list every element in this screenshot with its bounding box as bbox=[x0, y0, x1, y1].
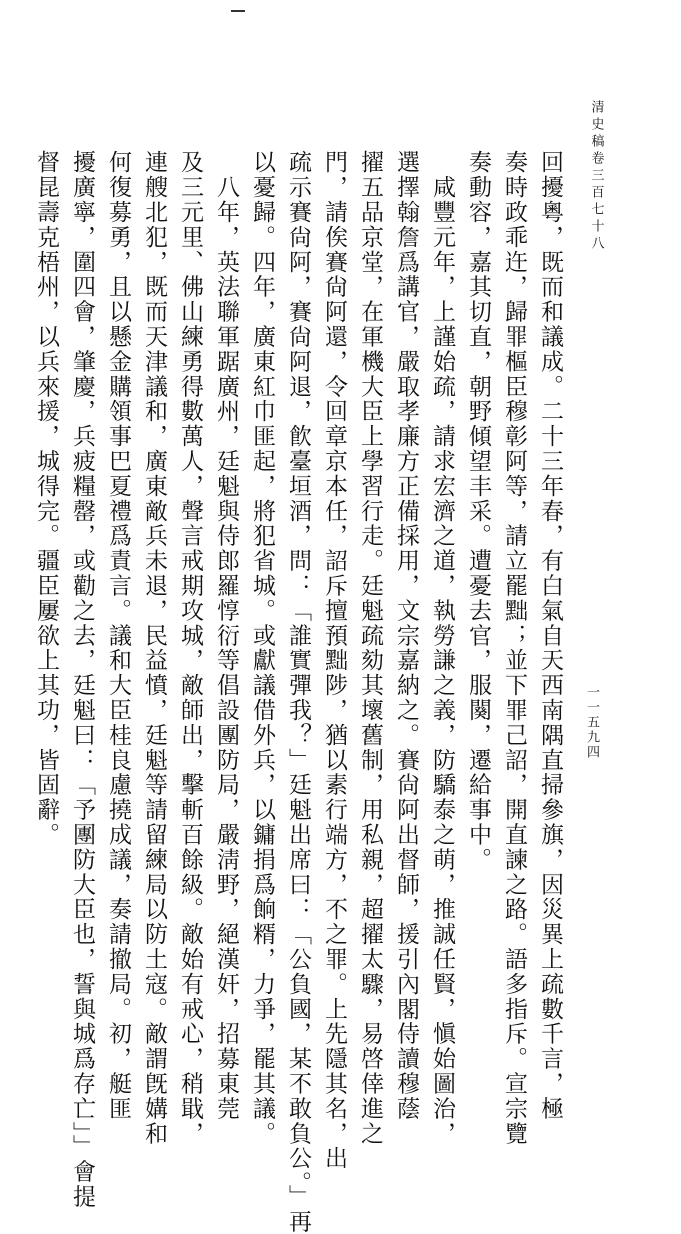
text-column: 擢五品京堂，在軍機大臣上學習行走。廷魁疏劾其壞舊制，用私親，超擢太驟，易啓倖進之 bbox=[357, 150, 383, 1146]
text-column: 連艘北犯，既而天津議和，廣東敵兵未退，民益憤，廷魁等請留練局以防土寇。敵謂旣媾和 bbox=[141, 150, 167, 1146]
text-column: 選擇翰詹爲講官，嚴取孝廉方正備採用，文宗嘉納之。賽尙阿出督師，援引內閣侍讀穆蔭 bbox=[393, 150, 419, 1122]
text-column: 擾廣寧，圍四會，肇慶，兵疲糧罄，或勸之去，廷魁曰：「予團防大臣也，誓與城爲存亡」」會提 bbox=[69, 150, 95, 1210]
text-column: 及三元里、佛山練勇得數萬人，聲言戒期攻城，敵師出，擊斬百餘級。敵始有戒心，稍戢， bbox=[177, 150, 203, 1146]
text-column: 八年，英法聯軍踞廣州，廷魁與侍郎羅惇衍等倡設團防局，嚴淸野，絕漢奸，招募東莞 bbox=[213, 150, 239, 1122]
text-column: 督昆壽克梧州，以兵來援，城得完。疆臣屢欲上其功，皆固辭。 bbox=[33, 150, 59, 848]
text-column: 疏示賽尙阿，賽尙阿退，飮臺垣酒，問：「誰實彈我？」廷魁出席曰：「公負國，某不敢負公。」再 bbox=[285, 150, 311, 1234]
text-column: 何復募勇，且以懸金購領事巴夏禮爲責言。議和大臣桂良慮撓成議，奏請撤局。初，艇匪 bbox=[105, 150, 131, 1122]
text-column: 咸豐元年，上謹始疏，請求宏濟之道，執勞謙之義，防驕泰之萌，推誠任賢，愼始圖治， bbox=[429, 150, 455, 1146]
page-number: 一一五九四 bbox=[584, 685, 599, 760]
text-column: 回擾粵，既而和議成。二十三年春，有白氣自天西南隅直掃參旗，因災異上疏數千言，極 bbox=[537, 150, 563, 1122]
running-title: 清史稿卷三百七十八 bbox=[588, 100, 604, 253]
text-column: 奏時政乖迕，歸罪樞臣穆彰阿等，請立罷黜；並下罪己詔，開直諫之路。語多指斥。宣宗覽 bbox=[501, 150, 527, 1146]
text-column: 門，請俟賽尙阿還，令回章京本任，詔斥擅預黜陟，猶以素行端方，不之罪。上先隱其名，出 bbox=[321, 150, 347, 1171]
page-top-mark bbox=[231, 10, 245, 12]
running-header bbox=[582, 100, 610, 253]
text-column: 奏動容，嘉其切直，朝野傾望丰采。遭憂去官，服闋，遷給事中。 bbox=[465, 150, 491, 873]
text-column: 以憂歸。四年，廣東紅巾匪起，將犯省城。或獻議借外兵，以鏞捐爲餉糈，力爭，罷其議。 bbox=[249, 150, 275, 1146]
